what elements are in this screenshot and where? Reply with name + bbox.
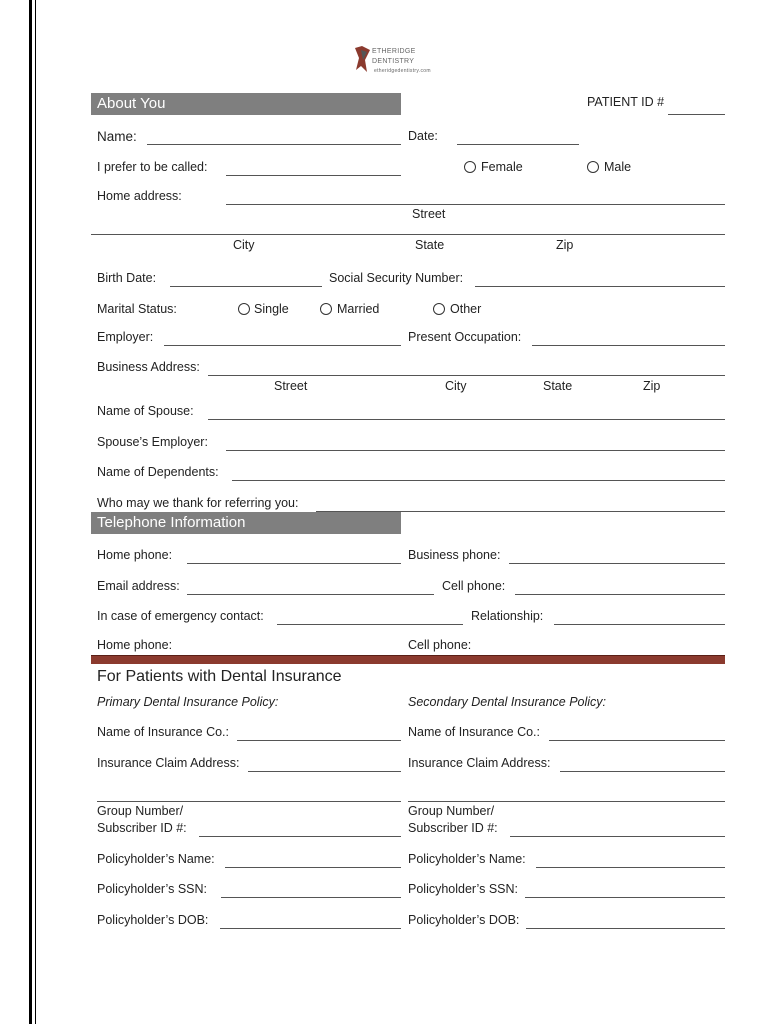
zip-label: Zip — [556, 238, 574, 252]
preferred-name-label: I prefer to be called: — [97, 160, 208, 174]
section-telephone: Telephone Information — [91, 512, 401, 534]
emergency-contact-label: In case of emergency contact: — [97, 609, 264, 623]
birth-date-label: Birth Date: — [97, 271, 157, 285]
page-border-thin — [35, 0, 36, 1024]
secondary-subscriber-id-label: Subscriber ID #: — [408, 821, 498, 835]
employer-label: Employer: — [97, 330, 154, 344]
primary-policyholder-dob-field[interactable] — [220, 928, 401, 929]
primary-subscriber-id-label: Subscriber ID #: — [97, 821, 187, 835]
occupation-label: Present Occupation: — [408, 330, 522, 344]
ssn-field[interactable] — [475, 286, 725, 287]
dependents-label: Name of Dependents: — [97, 465, 219, 479]
page-border-thick — [29, 0, 32, 1024]
preferred-name-field[interactable] — [226, 175, 401, 176]
date-field[interactable] — [457, 144, 579, 145]
primary-insurance-co-field[interactable] — [237, 740, 401, 741]
secondary-claim-address-line2[interactable] — [408, 801, 725, 802]
other-radio[interactable] — [433, 303, 445, 315]
secondary-subscriber-id-field[interactable] — [510, 836, 725, 837]
secondary-insurance-co-field[interactable] — [549, 740, 725, 741]
birth-date-field[interactable] — [170, 286, 322, 287]
section-about-you: About You — [91, 93, 401, 115]
relationship-label: Relationship: — [471, 609, 544, 623]
married-label: Married — [337, 302, 380, 316]
home-address-street-field[interactable] — [226, 204, 725, 205]
secondary-policyholder-name-label: Policyholder’s Name: — [408, 852, 526, 866]
occupation-field[interactable] — [532, 345, 725, 346]
married-radio[interactable] — [320, 303, 332, 315]
secondary-claim-address-label: Insurance Claim Address: — [408, 756, 551, 770]
logo-line-3: etheridgedentistry.com — [374, 68, 431, 74]
home-phone-field[interactable] — [187, 563, 401, 564]
patient-id-field[interactable] — [668, 114, 725, 115]
secondary-policyholder-ssn-field[interactable] — [525, 897, 725, 898]
home-phone-label: Home phone: — [97, 548, 173, 562]
business-state-label: State — [543, 379, 573, 393]
insurance-heading: For Patients with Dental Insurance — [97, 668, 342, 685]
secondary-insurance-co-label: Name of Insurance Co.: — [408, 725, 541, 739]
tooth-logo-icon — [352, 44, 374, 74]
primary-subscriber-id-field[interactable] — [199, 836, 401, 837]
primary-insurance-co-label: Name of Insurance Co.: — [97, 725, 230, 739]
other-label: Other — [450, 302, 482, 316]
primary-policyholder-name-field[interactable] — [225, 867, 401, 868]
secondary-policyholder-ssn-label: Policyholder’s SSN: — [408, 882, 519, 896]
business-address-label: Business Address: — [97, 360, 200, 374]
secondary-group-number-label: Group Number/ — [408, 804, 495, 818]
logo-line-1: ETHERIDGE — [372, 48, 416, 55]
email-field[interactable] — [187, 594, 434, 595]
referral-label: Who may we thank for referring you: — [97, 496, 299, 510]
home-address-label: Home address: — [97, 189, 182, 203]
female-label: Female — [481, 160, 523, 174]
city-label: City — [233, 238, 255, 252]
single-label: Single — [254, 302, 289, 316]
secondary-policyholder-dob-label: Policyholder’s DOB: — [408, 913, 520, 927]
business-zip-label: Zip — [643, 379, 661, 393]
emergency-home-phone-label: Home phone: — [97, 638, 173, 652]
primary-claim-address-field[interactable] — [248, 771, 401, 772]
employer-field[interactable] — [164, 345, 401, 346]
primary-policyholder-name-label: Policyholder’s Name: — [97, 852, 215, 866]
single-radio[interactable] — [238, 303, 250, 315]
primary-group-number-label: Group Number/ — [97, 804, 184, 818]
emergency-cell-phone-label: Cell phone: — [408, 638, 472, 652]
spouse-name-field[interactable] — [208, 419, 725, 420]
primary-policyholder-ssn-field[interactable] — [221, 897, 401, 898]
secondary-policyholder-dob-field[interactable] — [526, 928, 725, 929]
state-label: State — [415, 238, 445, 252]
primary-policyholder-ssn-label: Policyholder’s SSN: — [97, 882, 208, 896]
patient-id-label: PATIENT ID # — [587, 95, 665, 109]
spouse-name-label: Name of Spouse: — [97, 404, 194, 418]
name-label: Name: — [97, 129, 137, 144]
primary-policyholder-dob-label: Policyholder’s DOB: — [97, 913, 209, 927]
male-label: Male — [604, 160, 632, 174]
primary-claim-address-line2[interactable] — [97, 801, 401, 802]
email-label: Email address: — [97, 579, 180, 593]
business-address-field[interactable] — [208, 375, 725, 376]
ssn-label: Social Security Number: — [329, 271, 464, 285]
section-divider — [91, 655, 725, 664]
emergency-contact-field[interactable] — [277, 624, 463, 625]
home-address-city-field[interactable] — [91, 234, 725, 235]
name-field[interactable] — [147, 144, 401, 145]
spouse-employer-field[interactable] — [226, 450, 725, 451]
spouse-employer-label: Spouse’s Employer: — [97, 435, 208, 449]
date-label: Date: — [408, 129, 438, 143]
logo — [352, 44, 431, 76]
female-radio[interactable] — [464, 161, 476, 173]
secondary-policyholder-name-field[interactable] — [536, 867, 725, 868]
business-street-label: Street — [274, 379, 308, 393]
cell-phone-label: Cell phone: — [442, 579, 506, 593]
secondary-claim-address-field[interactable] — [560, 771, 725, 772]
business-phone-label: Business phone: — [408, 548, 501, 562]
logo-line-2: DENTISTRY — [372, 58, 415, 65]
marital-status-label: Marital Status: — [97, 302, 177, 316]
primary-policy-label: Primary Dental Insurance Policy: — [97, 695, 279, 709]
relationship-field[interactable] — [554, 624, 725, 625]
business-phone-field[interactable] — [509, 563, 725, 564]
cell-phone-field[interactable] — [515, 594, 725, 595]
street-label: Street — [412, 207, 446, 221]
primary-claim-address-label: Insurance Claim Address: — [97, 756, 240, 770]
business-city-label: City — [445, 379, 467, 393]
dependents-field[interactable] — [232, 480, 725, 481]
secondary-policy-label: Secondary Dental Insurance Policy: — [408, 695, 607, 709]
male-radio[interactable] — [587, 161, 599, 173]
